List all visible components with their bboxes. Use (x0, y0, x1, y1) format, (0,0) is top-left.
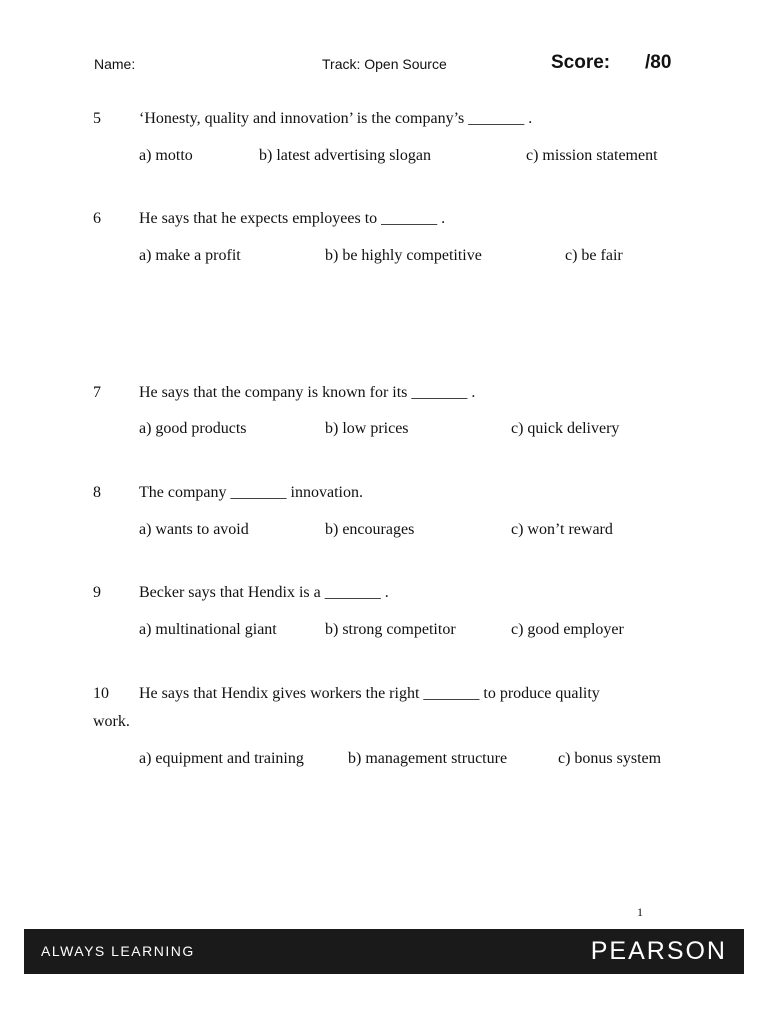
question-text: ‘Honesty, quality and innovation’ is the company’s _______ . (139, 110, 533, 127)
option-c[interactable]: c) good employer (511, 621, 624, 638)
question-text: Becker says that Hendix is a _______ . (139, 584, 389, 601)
option-b[interactable]: b) management structure (348, 750, 508, 767)
option-c[interactable]: c) be fair (565, 247, 623, 264)
option-a[interactable]: a) good products (139, 420, 247, 437)
option-c[interactable]: c) bonus system (558, 750, 662, 767)
question-number: 9 (93, 584, 101, 601)
option-c[interactable]: c) mission statement (526, 147, 658, 164)
option-c[interactable]: c) quick delivery (511, 420, 620, 437)
footer-bar (24, 929, 744, 974)
option-b[interactable]: b) encourages (325, 521, 415, 538)
name-label: Name: (94, 56, 136, 72)
question-text: He says that Hendix gives workers the right _______ to produce quality (139, 685, 600, 702)
question-text: He says that he expects employees to _______ . (139, 210, 446, 227)
question-text: The company _______ innovation. (139, 484, 363, 501)
page-number: 1 (637, 905, 643, 919)
question-number: 6 (93, 210, 101, 227)
option-b[interactable]: b) be highly competitive (325, 247, 482, 264)
worksheet-header (0, 52, 768, 76)
question-number: 8 (93, 484, 101, 501)
option-b[interactable]: b) low prices (325, 420, 409, 437)
option-a[interactable]: a) make a profit (139, 247, 241, 264)
option-a[interactable]: a) equipment and training (139, 750, 304, 767)
track-label: Track: Open Source (322, 56, 447, 72)
option-b[interactable]: b) strong competitor (325, 621, 456, 638)
option-b[interactable]: b) latest advertising slogan (259, 147, 431, 164)
option-a[interactable]: a) wants to avoid (139, 521, 249, 538)
score-total: /80 (645, 52, 672, 73)
question-text-continuation: work. (93, 713, 130, 730)
score-label: Score: (551, 52, 611, 73)
option-a[interactable]: a) motto (139, 147, 193, 164)
question-number: 10 (93, 685, 109, 702)
question-number: 7 (93, 384, 101, 401)
option-c[interactable]: c) won’t reward (511, 521, 613, 538)
option-a[interactable]: a) multinational giant (139, 621, 277, 638)
question-text: He says that the company is known for its _______ . (139, 384, 476, 401)
pearson-logo: PEARSON (590, 937, 727, 965)
question-number: 5 (93, 110, 101, 127)
footer-tagline: ALWAYS LEARNING (41, 943, 195, 959)
